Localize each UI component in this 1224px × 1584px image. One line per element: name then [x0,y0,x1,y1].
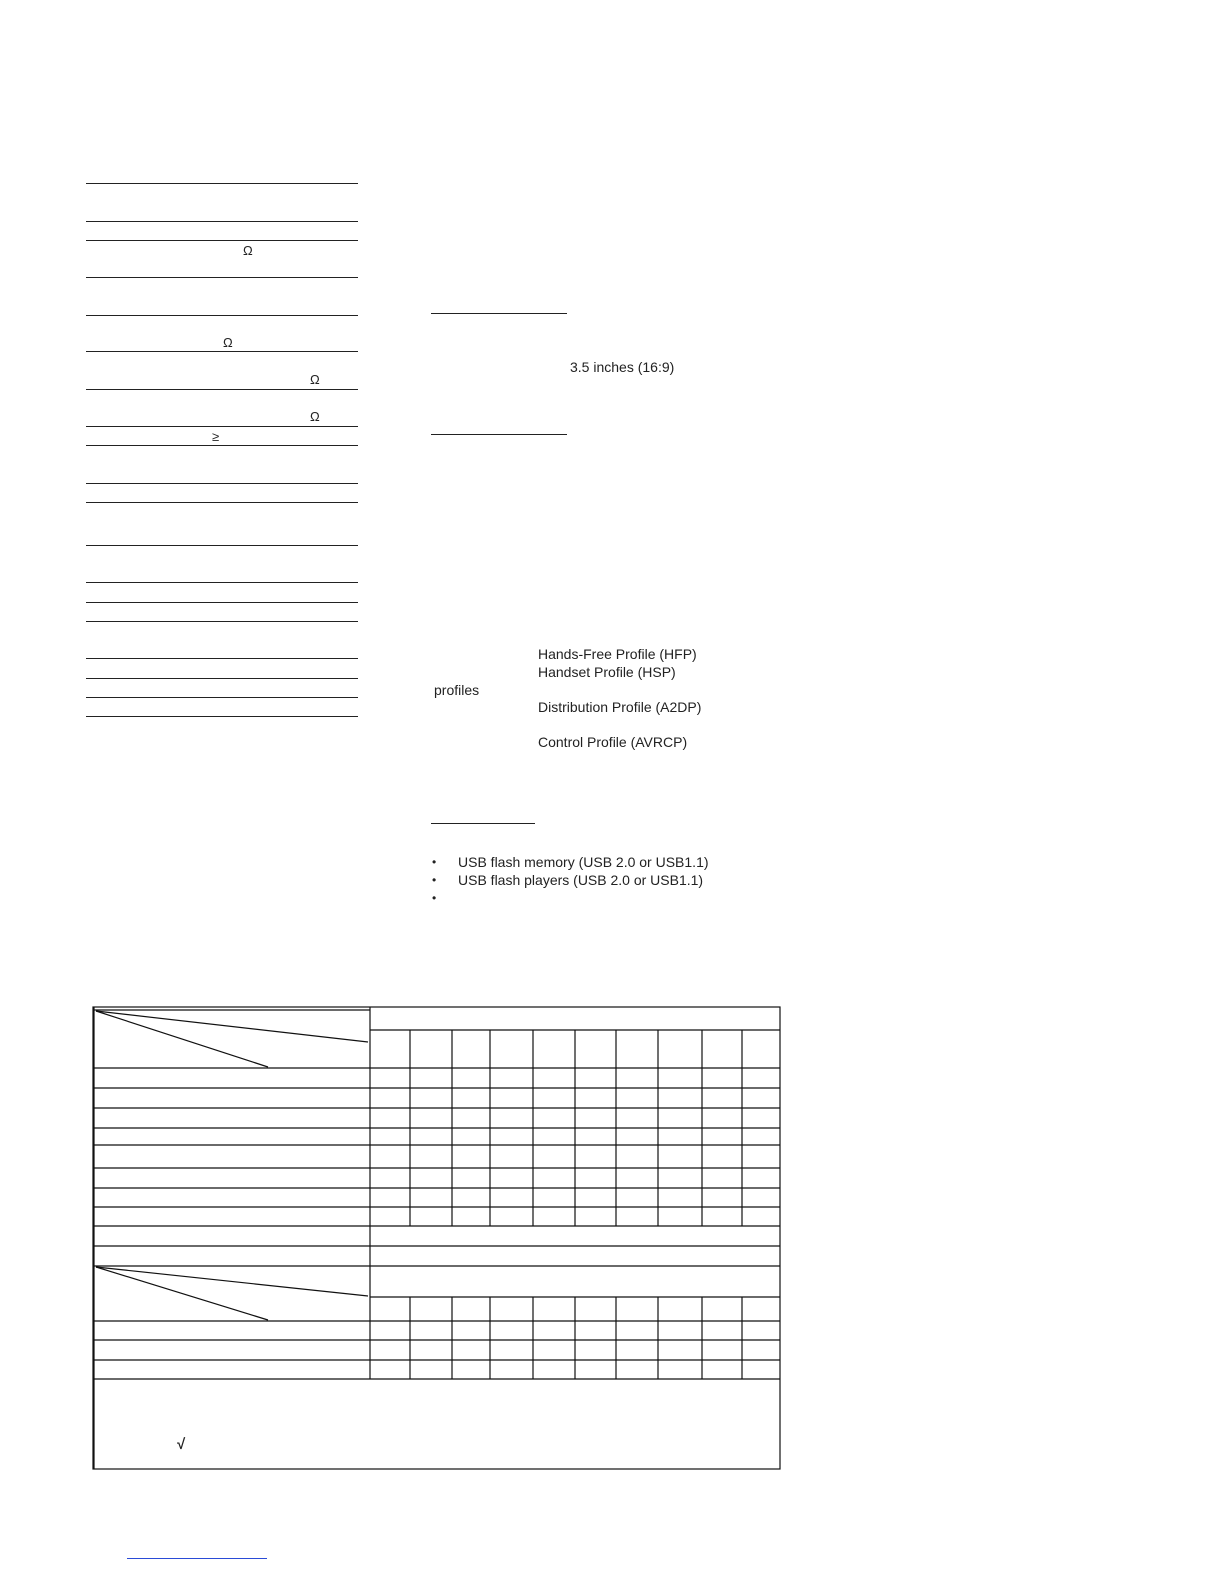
bluetooth-profile: Hands-Free Profile (HFP) [538,646,697,662]
profiles-label: profiles [434,682,480,698]
ohm-symbol: Ω [310,372,320,387]
gte-symbol: ≥ [212,429,220,444]
table-border [93,1007,780,1469]
bullet: • [432,891,437,905]
header-diagonal [96,1011,268,1067]
bluetooth-profile: Control Profile (AVRCP) [538,734,688,750]
bluetooth-profile: Distribution Profile (A2DP) [538,699,702,715]
header-diagonal [96,1267,268,1320]
usb-item: USB flash players (USB 2.0 or USB1.1) [458,872,704,888]
footer-link-underline[interactable] [127,1558,267,1559]
header-diagonal [96,1011,368,1042]
bullet: • [432,873,437,887]
header-diagonal [96,1267,368,1296]
bullet: • [432,855,437,869]
screen-size-value: 3.5 inches (16:9) [570,359,675,375]
ohm-symbol: Ω [310,409,320,424]
ohm-symbol: Ω [223,335,233,350]
usb-item: USB flash memory (USB 2.0 or USB1.1) [458,854,709,870]
bluetooth-profile: Handset Profile (HSP) [538,664,676,680]
ohm-symbol: Ω [243,243,253,258]
checkmark-icon: √ [177,1436,186,1453]
